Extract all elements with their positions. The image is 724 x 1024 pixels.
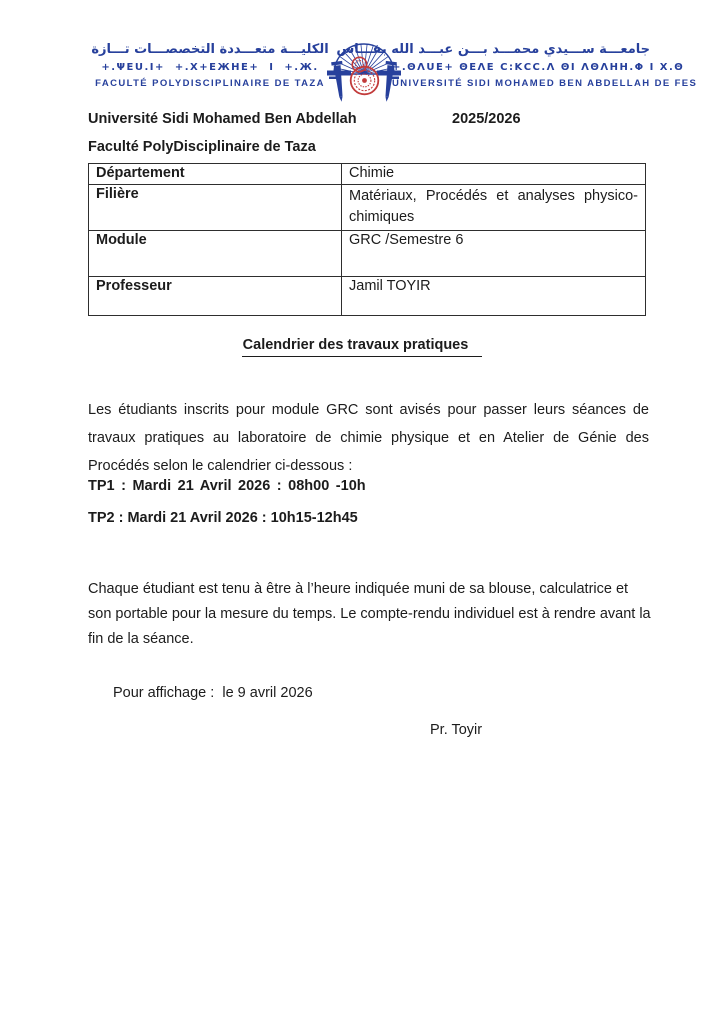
tp1-schedule: TP1 : Mardi 21 Avril 2026 : 08h00 -10h — [88, 478, 366, 494]
table-cell-label: Département — [89, 164, 342, 185]
table-row — [89, 231, 646, 277]
tp2-schedule: TP2 : Mardi 21 Avril 2026 : 10h15-12h45 — [88, 510, 358, 526]
table-cell-label: Module — [89, 231, 342, 277]
faculty-name: Faculté PolyDisciplinaire de Taza — [88, 139, 316, 155]
header-university-block — [336, 42, 698, 90]
document-title-row — [0, 336, 724, 354]
table-row — [89, 185, 646, 231]
university-arabic-text: جامعـــة ســـيدي محمـــد بـــن عبـــد الله بفـــاس — [336, 42, 650, 57]
table-cell-label: Professeur — [89, 277, 342, 316]
table-cell-value: Matériaux, Procédés et analyses physico-chimiques — [342, 185, 646, 231]
table-cell-value: Chimie — [342, 164, 646, 185]
signature-line: Pr. Toyir — [430, 722, 483, 738]
table-cell-value: Jamil TOYIR — [342, 277, 646, 316]
intro-paragraph: Les étudiants inscrits pour module GRC sont avisés pour passer leurs séances de travaux pratiques au laboratoire de chimie physique et en Atelier de Génie des Procédés selon le calendrier ci-dessous : — [88, 402, 649, 474]
instructions-paragraph: Chaque étudiant est tenu à être à l’heure indiquée muni de sa blouse, calculatrice et son portable pour la mesure du temps. Le compte-rendu individuel est à rendre avant la fin de la séance. — [88, 581, 651, 647]
faculty-arabic-text: الكليـــة متعـــددة التخصصـــات تـــازة — [91, 42, 329, 57]
course-info-table — [88, 163, 646, 316]
posting-date-line: Pour affichage : le 9 avril 2026 — [113, 685, 313, 701]
university-french-text: UNIVERSITÉ SIDI MOHAMED BEN ABDELLAH DE FES — [392, 78, 698, 89]
university-tifinagh-text: +.ΘΛUΕ+ ΘΕΛΕ C:ΚCC.Λ ΘΙ ΛΘΛΗΗ.Φ Ι X.Θ — [392, 62, 685, 73]
table-cell-label: Filière — [89, 185, 342, 231]
table-cell-value: GRC /Semestre 6 — [342, 231, 646, 277]
university-name: Université Sidi Mohamed Ben Abdellah — [88, 111, 357, 127]
faculty-tifinagh-text: +.ΨΕU.Ι+ +.X+ΕЖΗΕ+ Ι +.Ж. — [101, 62, 319, 73]
table-row — [89, 277, 646, 316]
academic-year: 2025/2026 — [452, 111, 521, 127]
table-row — [89, 164, 646, 185]
header-faculty-block — [84, 42, 336, 90]
document-title: Calendrier des travaux pratiques — [242, 337, 483, 357]
faculty-french-text: FACULTÉ POLYDISCIPLINAIRE DE TAZA — [95, 78, 325, 89]
